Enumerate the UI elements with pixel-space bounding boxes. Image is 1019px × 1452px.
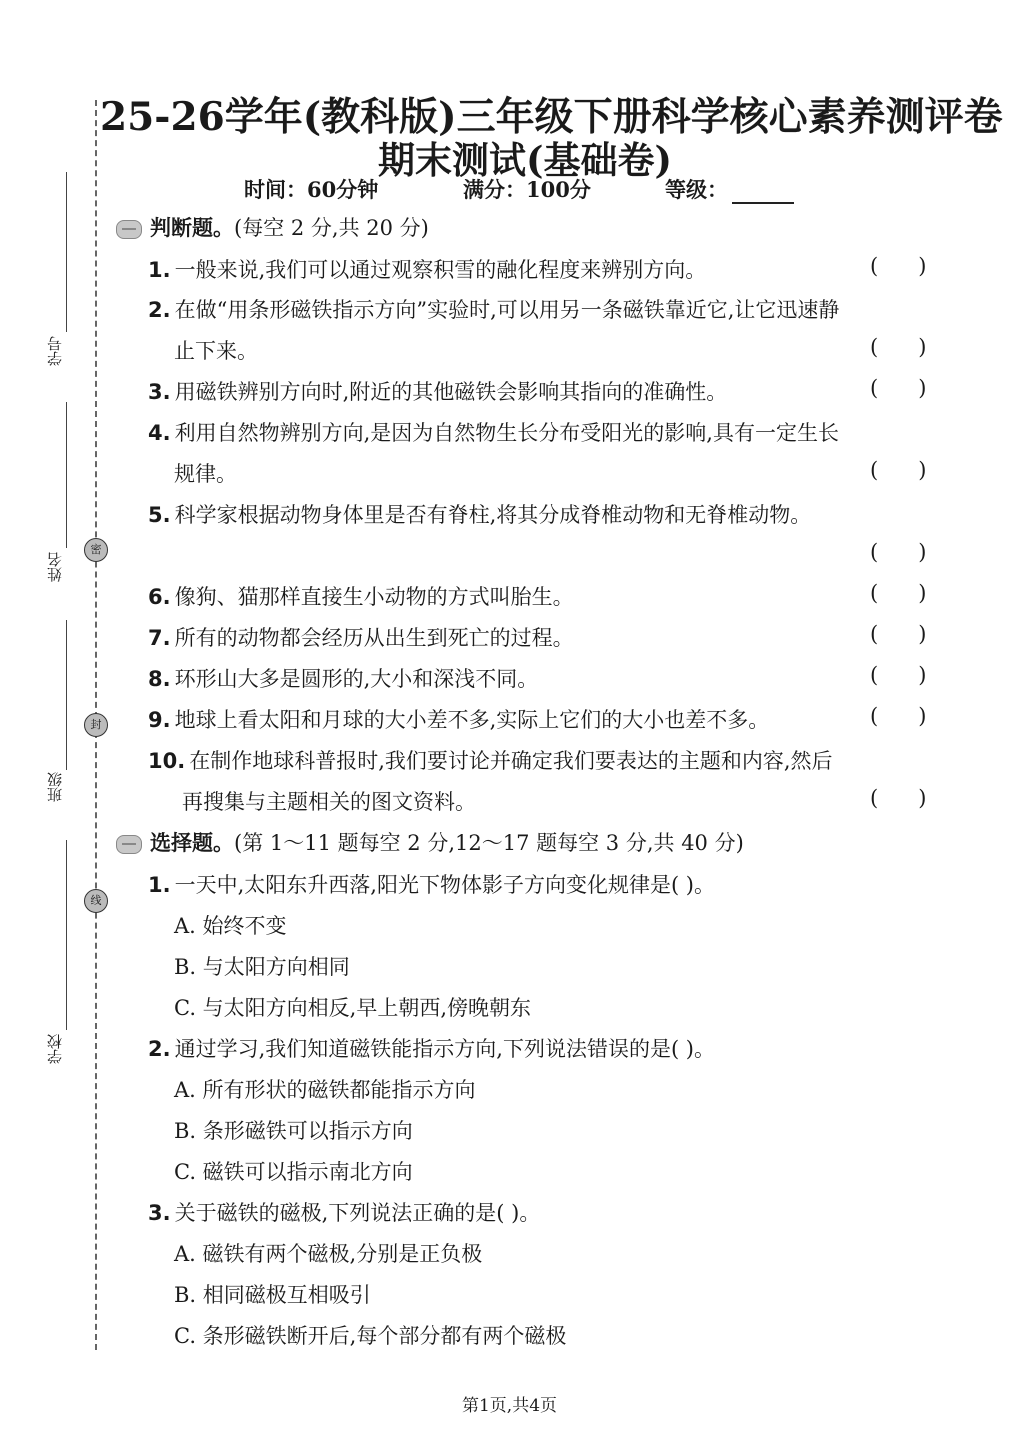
grade-label: 等级： xyxy=(665,177,728,202)
choice-option[interactable]: A. 磁铁有两个磁极,分别是正负极 xyxy=(174,1242,483,1266)
section-title: 选择题。 xyxy=(150,831,234,855)
judge-question-4-cont: 规律。 xyxy=(174,462,237,486)
exam-score: 满分：100分 xyxy=(463,177,591,202)
xingming-line xyxy=(66,402,67,548)
answer-paren[interactable]: ( ) xyxy=(870,581,927,605)
answer-paren[interactable]: ( ) xyxy=(870,622,927,646)
answer-paren[interactable]: ( ) xyxy=(870,663,927,687)
banji-line xyxy=(66,620,67,770)
section-note: (每空 2 分,共 20 分) xyxy=(234,216,429,240)
choice-option[interactable]: B. 相同磁极互相吸引 xyxy=(174,1283,371,1307)
xingming-label: 姓名 xyxy=(46,552,64,582)
choice-option[interactable]: C. 条形磁铁断开后,每个部分都有两个磁极 xyxy=(174,1324,567,1348)
exam-time: 时间：60分钟 xyxy=(244,177,379,202)
judge-question-6: 6. 像狗、猫那样直接生小动物的方式叫胎生。 xyxy=(148,585,574,609)
judge-question-10: 10. 在制作地球科普报时,我们要讨论并确定我们要表达的主题和内容,然后 xyxy=(148,749,833,773)
answer-paren[interactable]: ( ) xyxy=(870,458,927,482)
answer-paren[interactable]: ( ) xyxy=(870,335,927,359)
choice-option[interactable]: A. 始终不变 xyxy=(174,914,287,938)
xuehao-label: 学号 xyxy=(46,336,64,366)
answer-paren[interactable]: ( ) xyxy=(870,254,927,278)
choice-option[interactable]: C. 与太阳方向相反,早上朝西,傍晚朝东 xyxy=(174,996,532,1020)
section-icon xyxy=(116,220,142,239)
grade-blank xyxy=(732,182,794,204)
section-note: (第 1～11 题每空 2 分,12～17 题每空 3 分,共 40 分) xyxy=(234,831,744,855)
judge-question-10-cont: 再搜集与主题相关的图文资料。 xyxy=(182,790,476,814)
page-subtitle: 期末测试(基础卷) xyxy=(377,138,672,182)
choice-question-1: 1. 一天中,太阳东升西落,阳光下物体影子方向变化规律是( )。 xyxy=(148,873,716,897)
binding-dot-feng: 封 xyxy=(84,713,108,737)
judge-question-7: 7. 所有的动物都会经历从出生到死亡的过程。 xyxy=(148,626,574,650)
judge-question-5: 5. 科学家根据动物身体里是否有脊柱,将其分成脊椎动物和无脊椎动物。 xyxy=(148,503,812,527)
choice-question-2: 2. 通过学习,我们知道磁铁能指示方向,下列说法错误的是( )。 xyxy=(148,1037,716,1061)
judge-question-4: 4. 利用自然物辨别方向,是因为自然物生长分布受阳光的影响,具有一定生长 xyxy=(148,421,839,445)
judge-question-9: 9. 地球上看太阳和月球的大小差不多,实际上它们的大小也差不多。 xyxy=(148,708,770,732)
answer-paren[interactable]: ( ) xyxy=(870,540,927,564)
judge-question-3: 3. 用磁铁辨别方向时,附近的其他磁铁会影响其指向的准确性。 xyxy=(148,380,728,404)
xuexiao-line xyxy=(66,840,67,1030)
judge-question-2-cont: 止下来。 xyxy=(174,339,258,363)
section-title: 判断题。 xyxy=(150,216,234,240)
binding-dot-mi: 密 xyxy=(84,538,108,562)
judge-question-2: 2. 在做“用条形磁铁指示方向”实验时,可以用另一条磁铁靠近它,让它迅速静 xyxy=(148,298,840,322)
page-title: 25-26学年(教科版)三年级下册科学核心素养测评卷 xyxy=(100,94,1003,140)
choice-option[interactable]: B. 与太阳方向相同 xyxy=(174,955,350,979)
page-number: 第1页,共4页 xyxy=(461,1396,558,1416)
banji-label: 班级 xyxy=(46,772,64,802)
choice-option[interactable]: A. 所有形状的磁铁都能指示方向 xyxy=(174,1078,476,1102)
section-choice-header xyxy=(116,827,744,857)
xuehao-line xyxy=(66,172,67,332)
section-icon xyxy=(116,835,142,854)
section-judgement-header xyxy=(116,212,429,242)
xuexiao-label: 学校 xyxy=(46,1034,64,1064)
choice-option[interactable]: C. 磁铁可以指示南北方向 xyxy=(174,1160,413,1184)
judge-question-1: 1. 一般来说,我们可以通过观察积雪的融化程度来辨别方向。 xyxy=(148,258,707,282)
judge-question-8: 8. 环形山大多是圆形的,大小和深浅不同。 xyxy=(148,667,539,691)
exam-grade xyxy=(665,174,794,204)
answer-paren[interactable]: ( ) xyxy=(870,376,927,400)
answer-paren[interactable]: ( ) xyxy=(870,704,927,728)
choice-option[interactable]: B. 条形磁铁可以指示方向 xyxy=(174,1119,413,1143)
choice-question-3: 3. 关于磁铁的磁极,下列说法正确的是( )。 xyxy=(148,1201,541,1225)
binding-dot-xian: 线 xyxy=(84,889,108,913)
answer-paren[interactable]: ( ) xyxy=(870,786,927,810)
